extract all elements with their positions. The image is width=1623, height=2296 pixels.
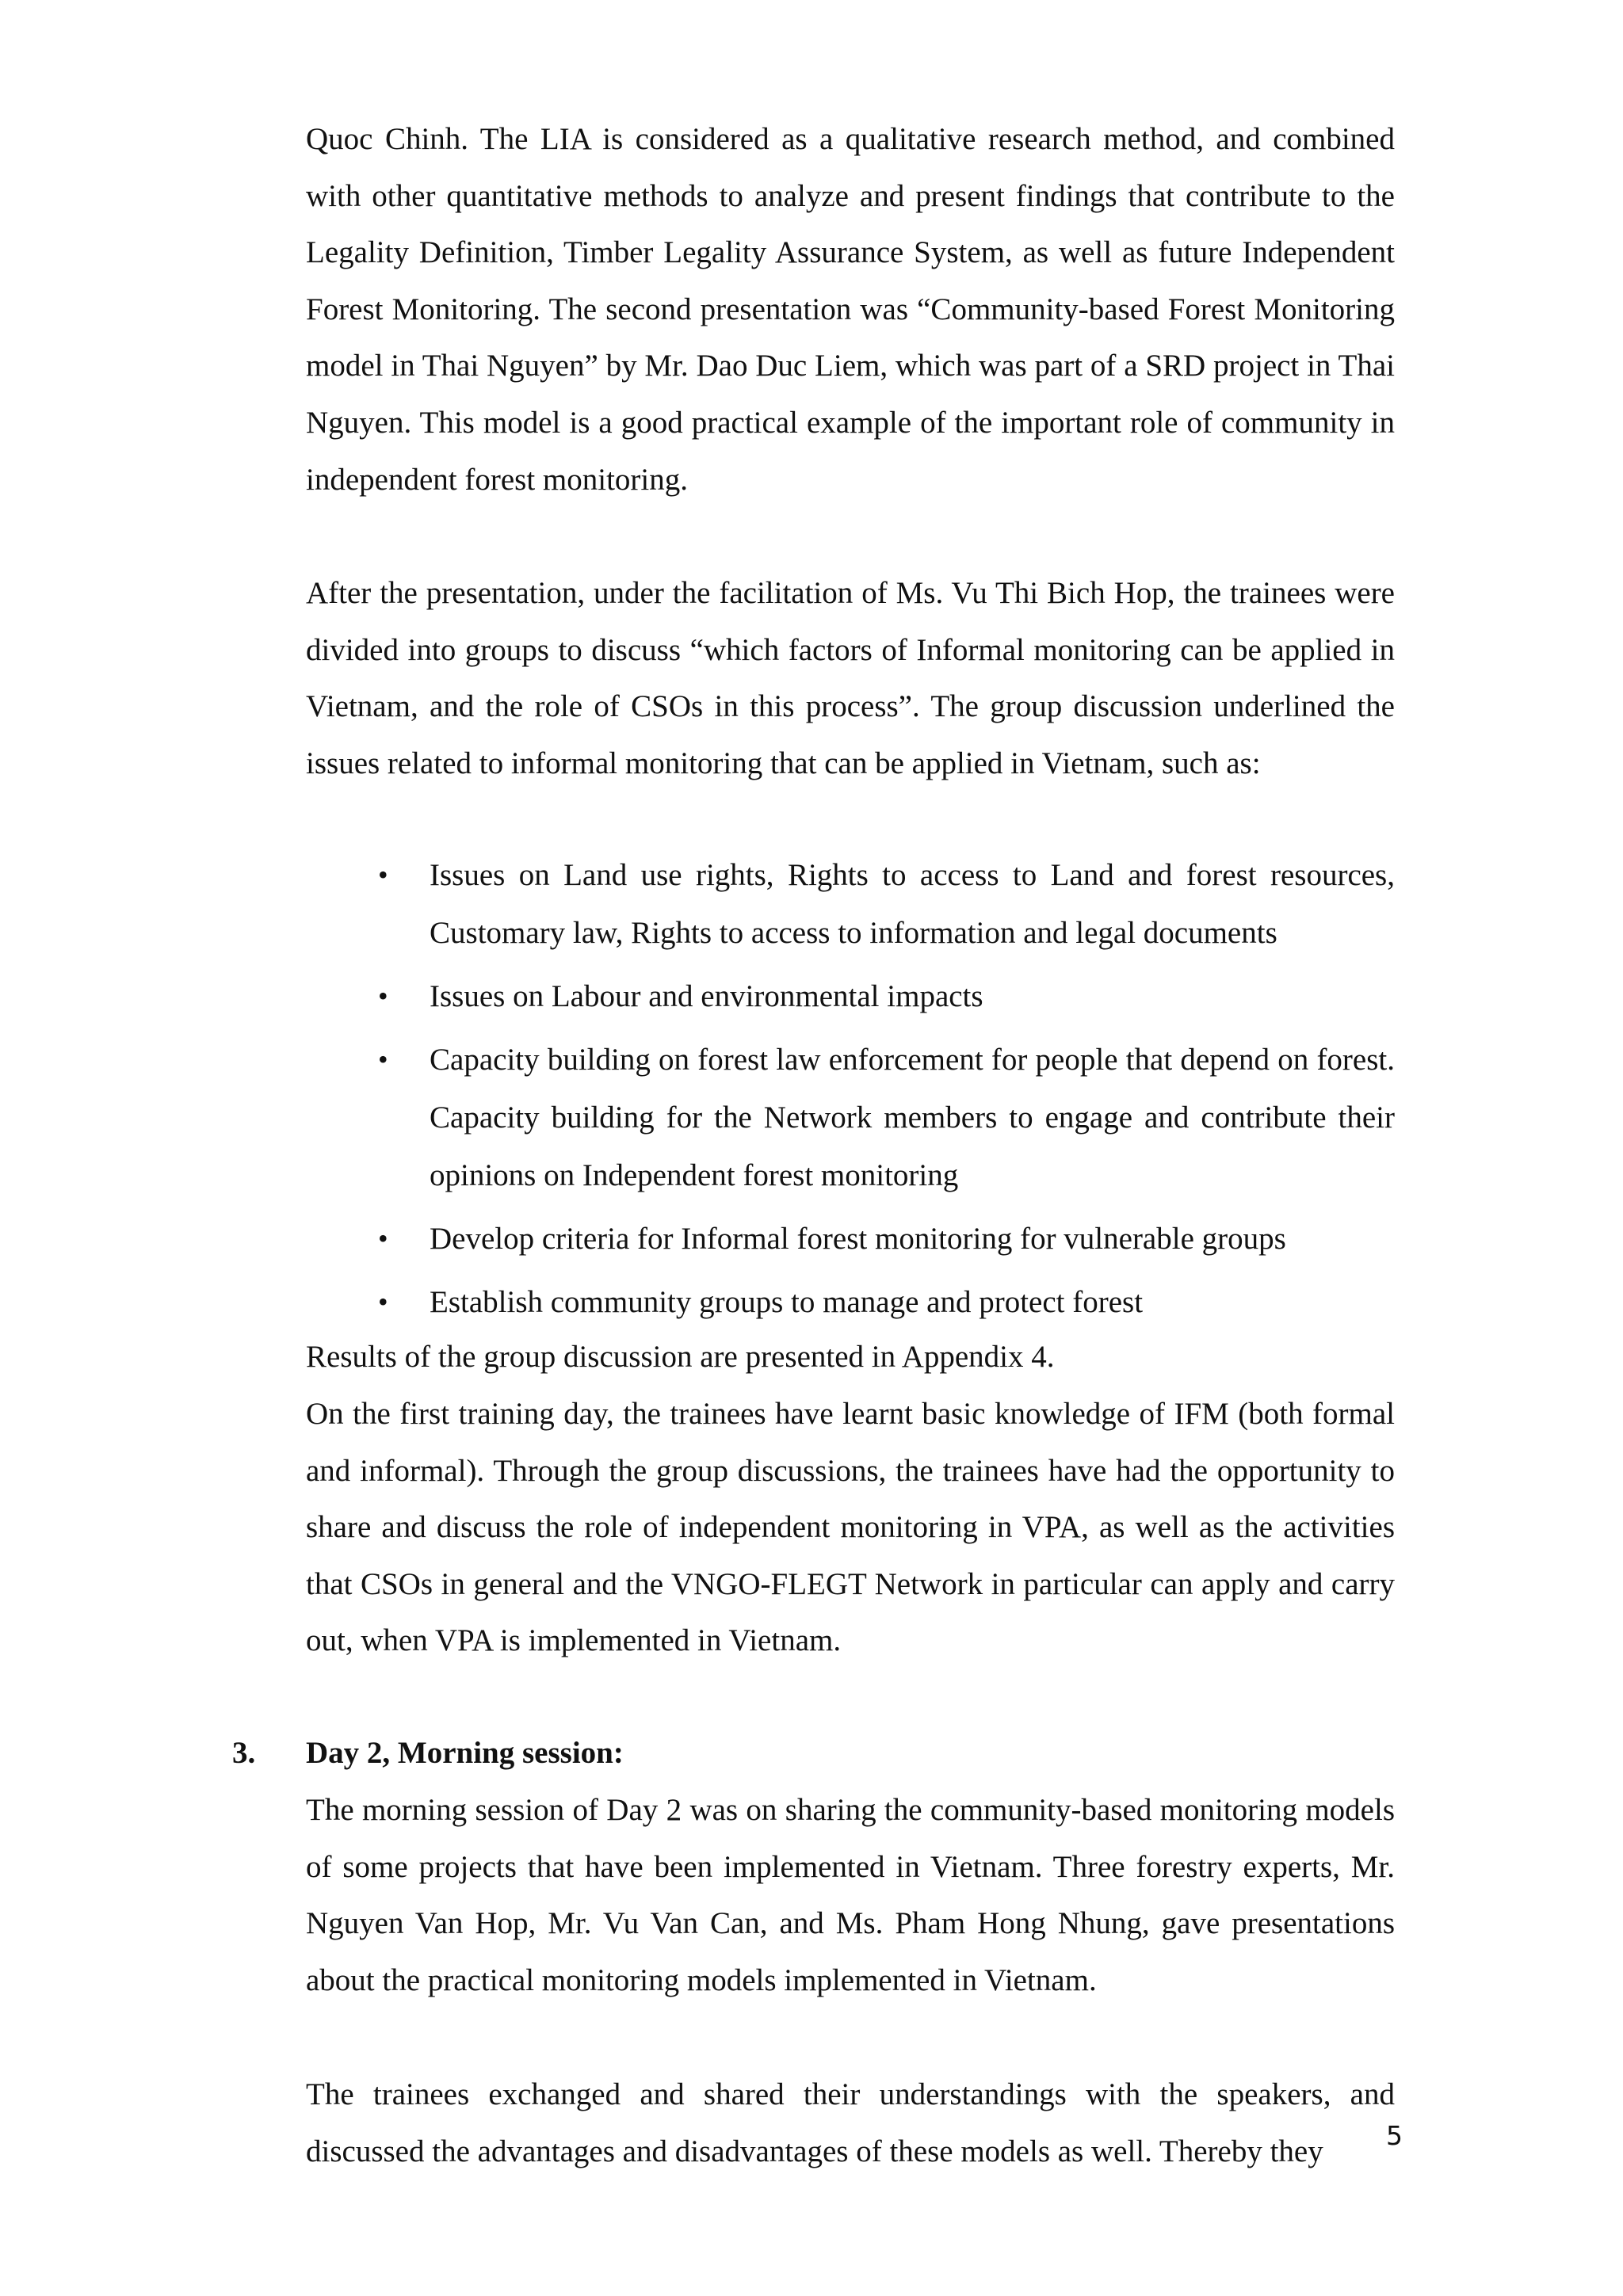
issues-bullet-list	[306, 846, 1395, 1337]
paragraph-lia-method: Quoc Chinh. The LIA is considered as a qualitative research method, and combined with other quantitative methods to analyze and present findings that contribute to the Legality Definition, Timber Legality Assurance System, as well as future Independent Forest Monitoring. The second presentation was “Community-based Forest Monitoring model in Thai Nguyen” by Mr. Dao Duc Liem, which was part of a SRD project in Thai Nguyen. This model is a good practical example of the important role of community in independent forest monitoring.	[306, 122, 1395, 497]
bullet-text: Capacity building on forest law enforcement for people that depend on forest. Capacity building for the Network members to engage and contribute their opinions on Independent forest monitoring	[430, 1043, 1395, 1192]
bullet-item-capacity-building	[306, 1031, 1395, 1204]
section-heading: Day 2, Morning session:	[306, 1736, 624, 1770]
bullet-item-land-rights	[306, 846, 1395, 962]
bullet-text: Issues on Land use rights, Rights to access to Land and forest resources, Customary law, Rights to access to information and legal documents	[430, 858, 1395, 950]
section-number: 3.	[232, 1736, 256, 1770]
paragraph-group-discussion: After the presentation, under the facilitation of Ms. Vu Thi Bich Hop, the trainees were divided into groups to discuss “which factors of Informal monitoring can be applied in Vietnam, and the role of CSOs in this process”. The group discussion underlined the issues related to informal monitoring that can be applied in Vietnam, such as:	[306, 576, 1395, 780]
page-number: 5	[1386, 2120, 1403, 2151]
bullet-text: Develop criteria for Informal forest monitoring for vulnerable groups	[430, 1222, 1286, 1256]
paragraph-day2-morning: The morning session of Day 2 was on sharing the community-based monitoring models of some projects that have been implemented in Vietnam. Three forestry experts, Mr. Nguyen Van Hop, Mr. Vu Van Can, and Ms. Pham Hong Nhung, gave presentations about the practical monitoring models implemented in Vietnam.	[306, 1793, 1395, 1997]
bullet-dot-icon: •	[378, 859, 388, 891]
paragraph-trainees-exchange: The trainees exchanged and shared their understandings with the speakers, and discussed the advantages and disadvantages of these models as well. Thereby they	[306, 2077, 1395, 2168]
bullet-text: Issues on Labour and environmental impacts	[430, 979, 983, 1013]
paragraph-first-day-summary: On the first training day, the trainees have learnt basic knowledge of IFM (both formal and informal). Through the group discussions, the trainees have had the opportunity to share and discuss the role of independent monitoring in VPA, as well as the activities that CSOs in general and the VNGO-FLEGT Network in particular can apply and carry out, when VPA is implemented in Vietnam.	[306, 1397, 1395, 1658]
bullet-item-criteria	[306, 1210, 1395, 1268]
bullet-dot-icon: •	[378, 1043, 388, 1075]
bullet-text: Establish community groups to manage and protect forest	[430, 1285, 1144, 1319]
bullet-item-labour	[306, 967, 1395, 1025]
bullet-dot-icon: •	[378, 1222, 388, 1254]
bullet-item-community-groups	[306, 1273, 1395, 1331]
paragraph-appendix-reference: Results of the group discussion are presented in Appendix 4.	[306, 1340, 1055, 1374]
bullet-dot-icon: •	[378, 1286, 388, 1318]
bullet-dot-icon: •	[378, 980, 388, 1012]
